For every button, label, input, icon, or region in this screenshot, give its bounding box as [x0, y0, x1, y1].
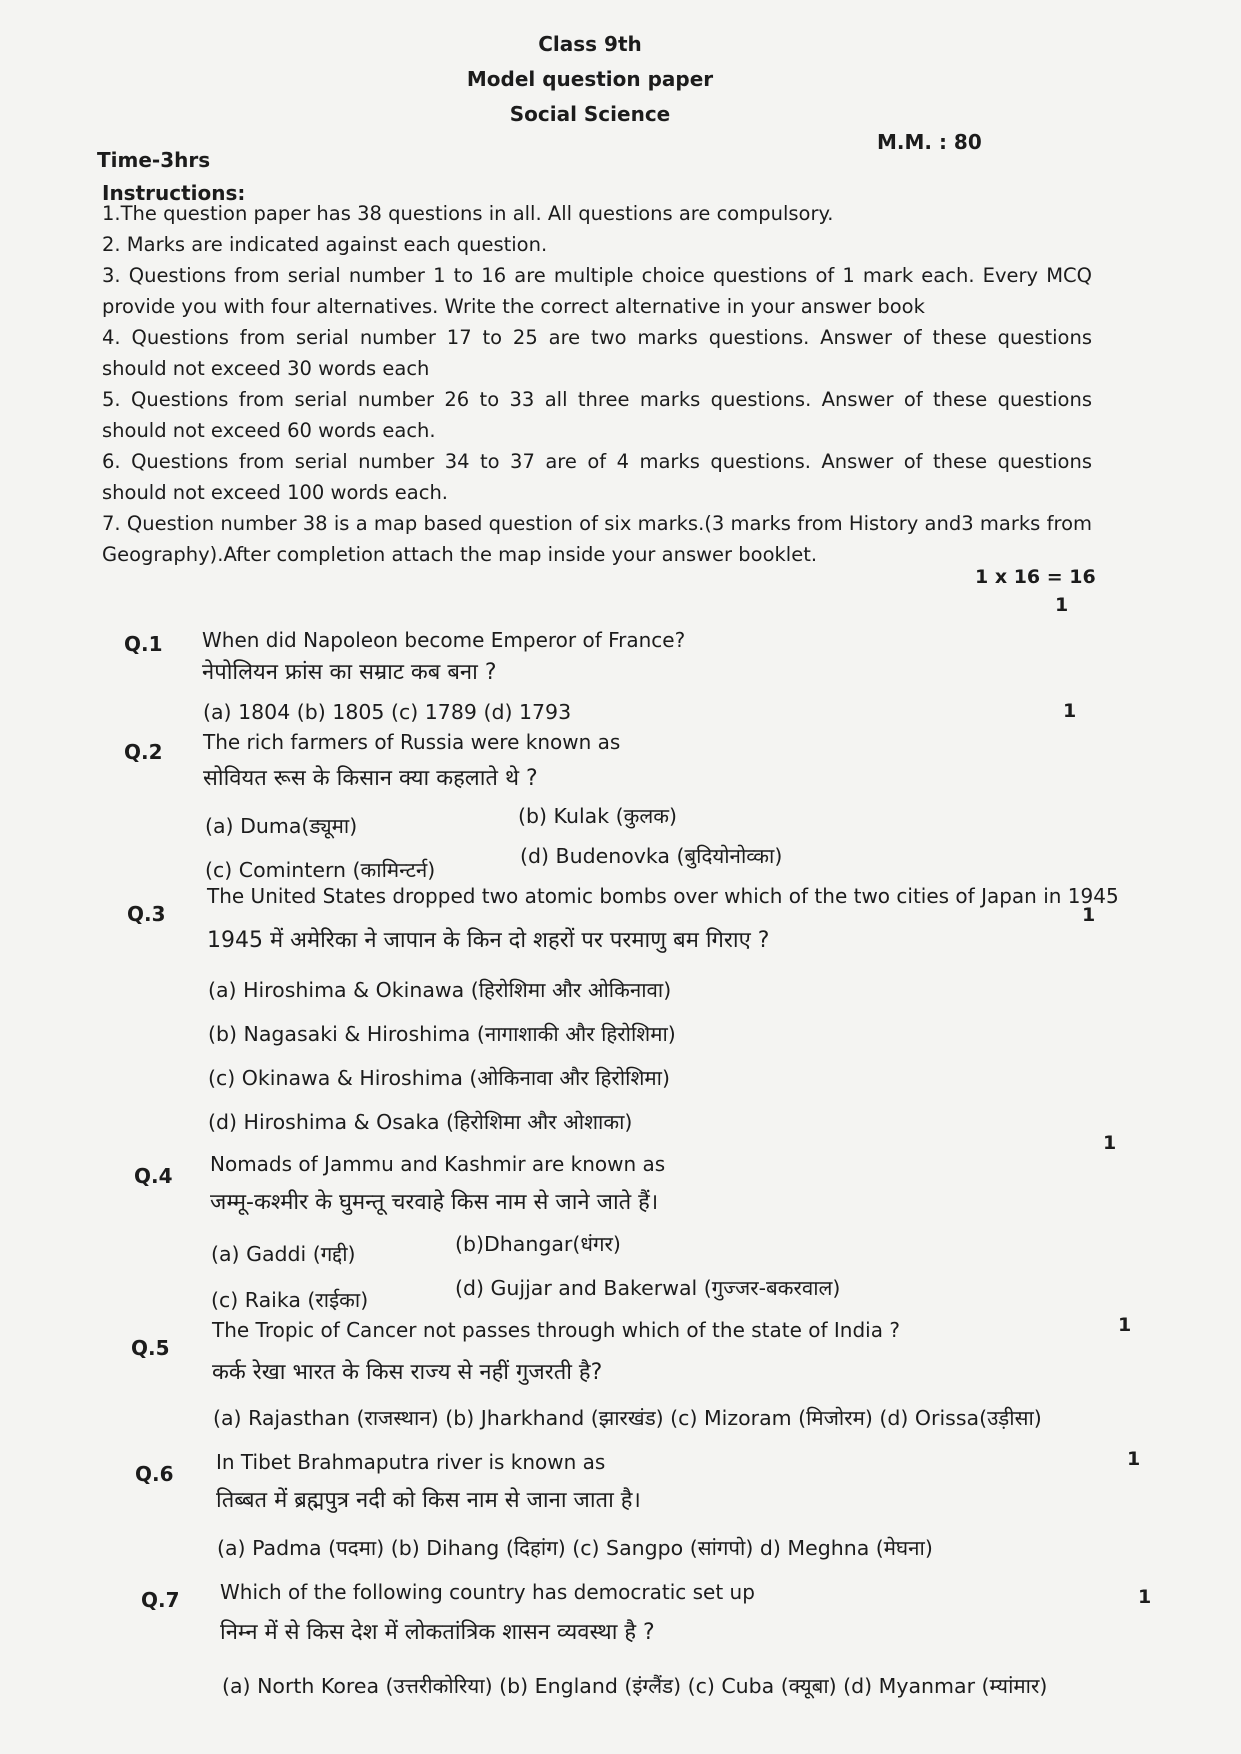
- instruction-item: 1.The question paper has 38 questions in all. All questions are compulsory.: [102, 202, 834, 225]
- question-text-hindi: सोवियत रूस के किसान क्या कहलाते थे ?: [203, 766, 538, 791]
- option-d: (d) Budenovka (बुदियोनोव्का): [520, 844, 783, 868]
- option-a: (a) Duma(ड्यूमा): [205, 814, 358, 838]
- question-options: (a) 1804 (b) 1805 (c) 1789 (d) 1793: [203, 700, 572, 724]
- question-number: Q.4: [134, 1164, 173, 1188]
- question-text-english: In Tibet Brahmaputra river is known as: [216, 1450, 606, 1474]
- instruction-item: 2. Marks are indicated against each question.: [102, 233, 548, 256]
- question-mark: 1: [1063, 700, 1077, 722]
- instruction-item: 7. Question number 38 is a map based question of six marks.(3 marks from History and3 marks from Geography).After completion attach the map inside your answer booklet.: [102, 512, 1092, 566]
- instructions-title: Instructions:: [102, 181, 246, 205]
- question-options: (a) North Korea (उत्तरीकोरिया) (b) England (इंग्लैंड) (c) Cuba (क्यूबा) (d) Myanmar (म्यांमार): [222, 1674, 1048, 1698]
- question-number: Q.6: [135, 1462, 174, 1486]
- question-text-hindi: 1945 में अमेरिका ने जापान के किन दो शहरों पर परमाणु बम गिराए ?: [207, 928, 770, 953]
- option-d: (d) Hiroshima & Osaka (हिरोशिमा और ओशाका): [208, 1110, 633, 1134]
- option-c: (c) Raika (राईका): [211, 1288, 369, 1312]
- section-marks: 1 x 16 = 16: [975, 566, 1096, 588]
- instructions-list: [102, 198, 1092, 570]
- question-text-english: The rich farmers of Russia were known as: [203, 730, 621, 754]
- question-text-english: The Tropic of Cancer not passes through which of the state of India ?: [212, 1318, 900, 1342]
- question-text-hindi: तिब्बत में ब्रह्मपुत्र नदी को किस नाम से जाना जाता है।: [216, 1488, 641, 1513]
- class-title: Class 9th: [538, 32, 642, 56]
- instruction-item: 3. Questions from serial number 1 to 16 are multiple choice questions of 1 mark each. Every MCQ provide you with four alternatives. Write the correct alternative in your answer book: [102, 264, 1092, 318]
- question-number: Q.1: [124, 632, 163, 656]
- question-text-english: When did Napoleon become Emperor of France?: [202, 628, 686, 652]
- question-number: Q.7: [141, 1588, 180, 1612]
- instruction-item: 4. Questions from serial number 17 to 25 are two marks questions. Answer of these questions should not exceed 30 words each: [102, 326, 1092, 380]
- question-text-english: Nomads of Jammu and Kashmir are known as: [210, 1152, 666, 1176]
- question-text-english: The United States dropped two atomic bombs over which of the two cities of Japan in 1945: [207, 884, 1119, 908]
- subject-title: Social Science: [509, 102, 671, 126]
- time-label: Time-3hrs: [97, 148, 211, 172]
- question-options: (a) Rajasthan (राजस्थान) (b) Jharkhand (झारखंड) (c) Mizoram (मिजोरम) (d) Orissa(उड़ीसा): [213, 1406, 1042, 1430]
- question-mark: 1: [1082, 904, 1096, 926]
- question-text-english: Which of the following country has democratic set up: [220, 1580, 755, 1604]
- question-mark: 1: [1055, 594, 1069, 616]
- question-text-hindi: निम्न में से किस देश में लोकतांत्रिक शासन व्यवस्था है ?: [220, 1620, 655, 1645]
- option-a: (a) Gaddi (गद्दी): [211, 1242, 356, 1266]
- option-b: (b)Dhangar(धंगर): [455, 1232, 621, 1256]
- paper-title: Model question paper: [466, 67, 714, 91]
- question-text-hindi: नेपोलियन फ्रांस का सम्राट कब बना ?: [202, 660, 497, 685]
- question-text-hindi: कर्क रेखा भारत के किस राज्य से नहीं गुजरती है?: [212, 1360, 603, 1385]
- instruction-item: 5. Questions from serial number 26 to 33 all three marks questions. Answer of these questions should not exceed 60 words each.: [102, 388, 1092, 442]
- option-a: (a) Hiroshima & Okinawa (हिरोशिमा और ओकिनावा): [208, 978, 672, 1002]
- option-c: (c) Okinawa & Hiroshima (ओकिनावा और हिरोशिमा): [208, 1066, 670, 1090]
- question-mark: 1: [1118, 1314, 1132, 1336]
- question-number: Q.3: [127, 902, 166, 926]
- question-number: Q.2: [124, 740, 163, 764]
- question-mark: 1: [1127, 1448, 1141, 1470]
- option-c: (c) Comintern (कामिन्टर्न): [205, 858, 436, 882]
- question-options: (a) Padma (पदमा) (b) Dihang (दिहांग) (c) Sangpo (सांगपो) d) Meghna (मेघना): [217, 1536, 933, 1560]
- max-marks: M.M. : 80: [877, 130, 982, 154]
- question-number: Q.5: [131, 1336, 170, 1360]
- option-b: (b) Nagasaki & Hiroshima (नागाशाकी और हिरोशिमा): [208, 1022, 676, 1046]
- option-b: (b) Kulak (कुलक): [518, 804, 677, 828]
- question-text-hindi: जम्मू-कश्मीर के घुमन्तू चरवाहे किस नाम से जाने जाते हैं।: [210, 1190, 659, 1215]
- question-mark: 1: [1138, 1586, 1152, 1608]
- question-mark: 1: [1103, 1132, 1117, 1154]
- instruction-item: 6. Questions from serial number 34 to 37 are of 4 marks questions. Answer of these questions should not exceed 100 words each.: [102, 450, 1092, 504]
- option-d: (d) Gujjar and Bakerwal (गुज्जर-बकरवाल): [455, 1276, 841, 1300]
